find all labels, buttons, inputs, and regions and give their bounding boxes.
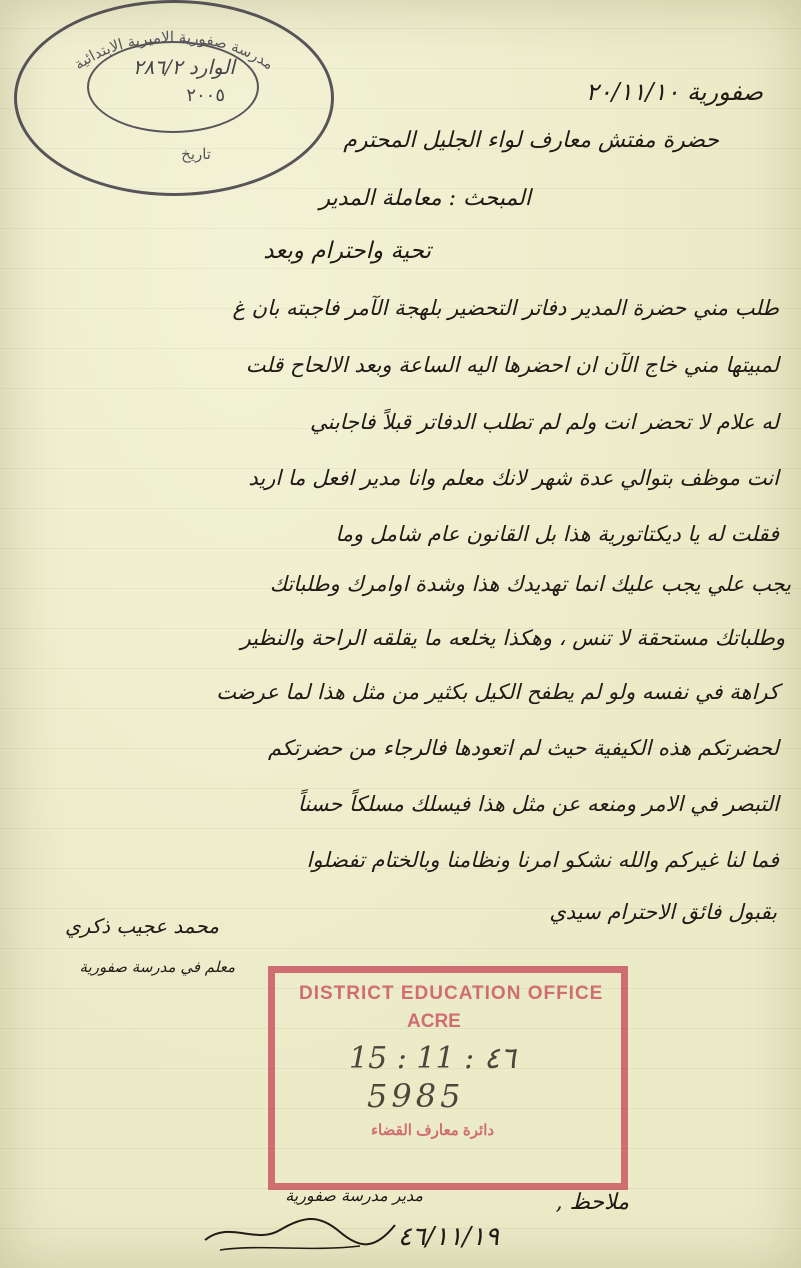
office-stamp-date: 15 : 11 : ٤٦ — [349, 1041, 516, 1076]
body-line: التبصر في الامر ومنعه عن مثل هذا فيسلك مسلكاً حسناً — [297, 792, 779, 816]
footer-annotation: مدير مدرسة صفورية — [285, 1186, 423, 1205]
stamp-number: ٢٠٠٥ — [186, 85, 225, 106]
footer-date: ٤٦/١١/١٩ — [397, 1222, 499, 1252]
body-line: بقبول فائق الاحترام سيدي — [549, 900, 777, 924]
body-line: لحضرتكم هذه الكيفية حيث لم اتعودها فالرجاء من حضرتكم — [268, 736, 779, 760]
body-line: طلب مني حضرة المدير دفاتر التحضير بلهجة الآمر فاجبته بان غ — [232, 296, 779, 320]
body-line: كراهة في نفسه ولو لم يطفح الكيل بكثير من مثل هذا لما عرضت — [216, 680, 779, 704]
signature-name: محمد عجيب ذكري — [64, 914, 219, 938]
footer-note: ملاحظ , — [555, 1190, 629, 1215]
school-stamp — [14, 0, 334, 196]
header-date: صفورية ٢٠/١١/١٠ — [585, 78, 763, 106]
stamp-incoming-number: الوارد ٢٨٦/٢ — [132, 55, 235, 79]
body-line: فقلت له يا ديكتاتورية هذا بل القانون عام شامل وما — [335, 522, 779, 546]
svg-text:مدرسة صفورية الاميرية الابتدائ: مدرسة صفورية الاميرية الابتدائية — [70, 27, 278, 74]
office-stamp-title: DISTRICT EDUCATION OFFICE — [299, 983, 604, 1004]
office-stamp-arabic: دائرة معارف القضاء — [371, 1122, 495, 1139]
signature-title: معلم في مدرسة صفورية — [79, 958, 235, 976]
office-stamp-city: ACRE — [407, 1011, 461, 1032]
footer-signature-scribble — [200, 1200, 400, 1260]
subject-line: المبحث : معاملة المدير — [319, 186, 531, 211]
addressee: حضرة مفتش معارف لواء الجليل المحترم — [343, 128, 719, 153]
body-line: يجب علي يجب عليك انما تهديدك هذا وشدة اوامرك وطلباتك — [269, 572, 791, 596]
body-line: فما لنا غيركم والله نشكو امرنا ونظامنا وبالختام تفضلوا — [306, 848, 779, 872]
education-office-stamp — [268, 966, 628, 1190]
body-line: له علام لا تحضر انت ولم لم تطلب الدفاتر قبلاً فاجابني — [309, 410, 779, 434]
stamp-date-label: تاريخ — [181, 145, 211, 163]
body-line: وطلباتك مستحقة لا تنس ، وهكذا يخلعه ما يقلقه الراحة والنظير — [240, 626, 785, 650]
body-line: لمبيتها مني خاج الآن ان احضرها اليه الساعة وبعد الالحاح قلت — [245, 353, 779, 377]
greeting: تحية واحترام وبعد — [263, 238, 431, 264]
office-stamp-number: 5985 — [367, 1077, 465, 1115]
body-line: انت موظف بتوالي عدة شهر لانك معلم وانا مدير افعل ما اريد — [248, 466, 779, 490]
